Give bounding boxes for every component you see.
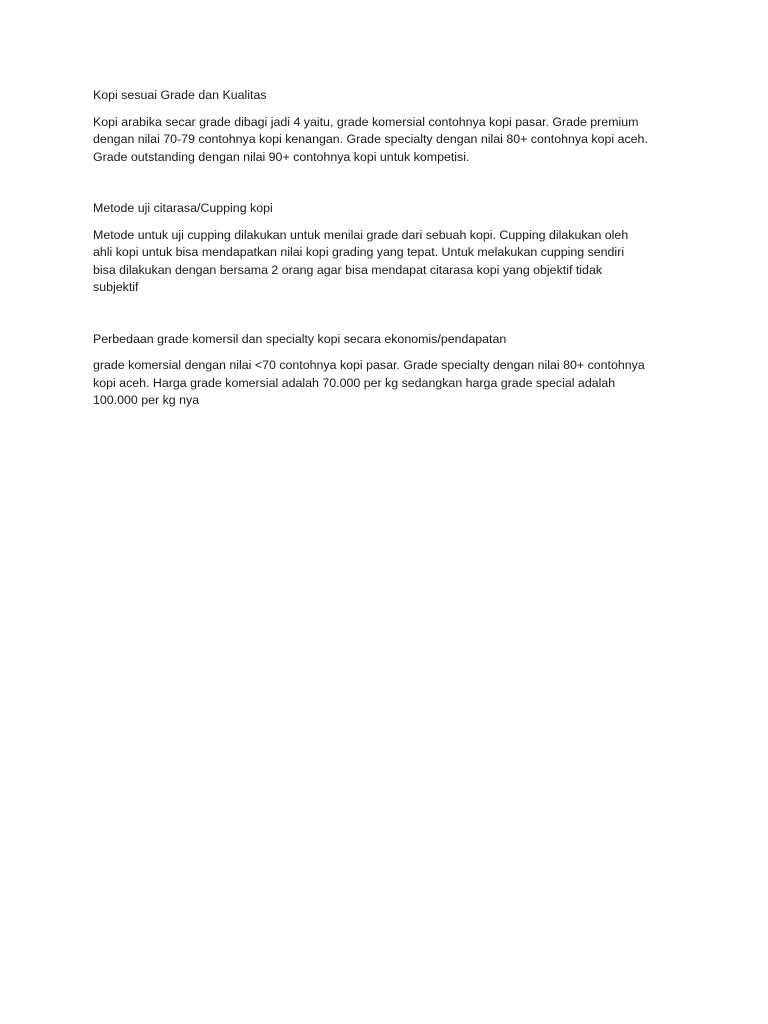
section-cupping xyxy=(93,200,678,297)
paragraph-line: subjektif xyxy=(93,280,139,294)
paragraph-line: ahli kopi untuk bisa mendapatkan nilai kopi grading yang tepat. Untuk melakukan cupping sendiri xyxy=(93,245,625,259)
section-perbedaan-grade xyxy=(93,331,678,410)
paragraph-line: 100.000 per kg nya xyxy=(93,393,200,407)
section-heading: Metode uji citarasa/Cupping kopi xyxy=(93,201,273,215)
section-paragraph xyxy=(93,114,678,167)
paragraph-line: Kopi arabika secar grade dibagi jadi 4 yaitu, grade komersial contohnya kopi pasar. Grade premium xyxy=(93,114,639,129)
paragraph-line: kopi aceh. Harga grade komersial adalah 70.000 per kg sedangkan harga grade special adalah xyxy=(93,375,616,390)
section-paragraph xyxy=(93,357,678,410)
section-heading: Perbedaan grade komersil dan specialty kopi secara ekonomis/pendapatan xyxy=(93,331,507,346)
paragraph-line: grade komersial dengan nilai <70 contohnya kopi pasar. Grade specialty dengan nilai 80+ contohnya xyxy=(93,358,645,372)
section-paragraph xyxy=(93,227,678,297)
document-body xyxy=(93,87,678,410)
section-grade-kualitas xyxy=(93,87,678,166)
paragraph-line: Metode untuk uji cupping dilakukan untuk menilai grade dari sebuah kopi. Cupping dilakukan oleh xyxy=(93,227,629,242)
paragraph-line: bisa dilakukan dengan bersama 2 orang agar bisa mendapat citarasa kopi yang objektif tidak xyxy=(93,262,603,277)
paragraph-line: dengan nilai 70-79 contohnya kopi kenangan. Grade specialty dengan nilai 80+ contohnya kopi aceh. xyxy=(93,132,648,146)
section-heading: Kopi sesuai Grade dan Kualitas xyxy=(93,88,267,102)
paragraph-line: Grade outstanding dengan nilai 90+ contohnya kopi untuk kompetisi. xyxy=(93,149,470,164)
